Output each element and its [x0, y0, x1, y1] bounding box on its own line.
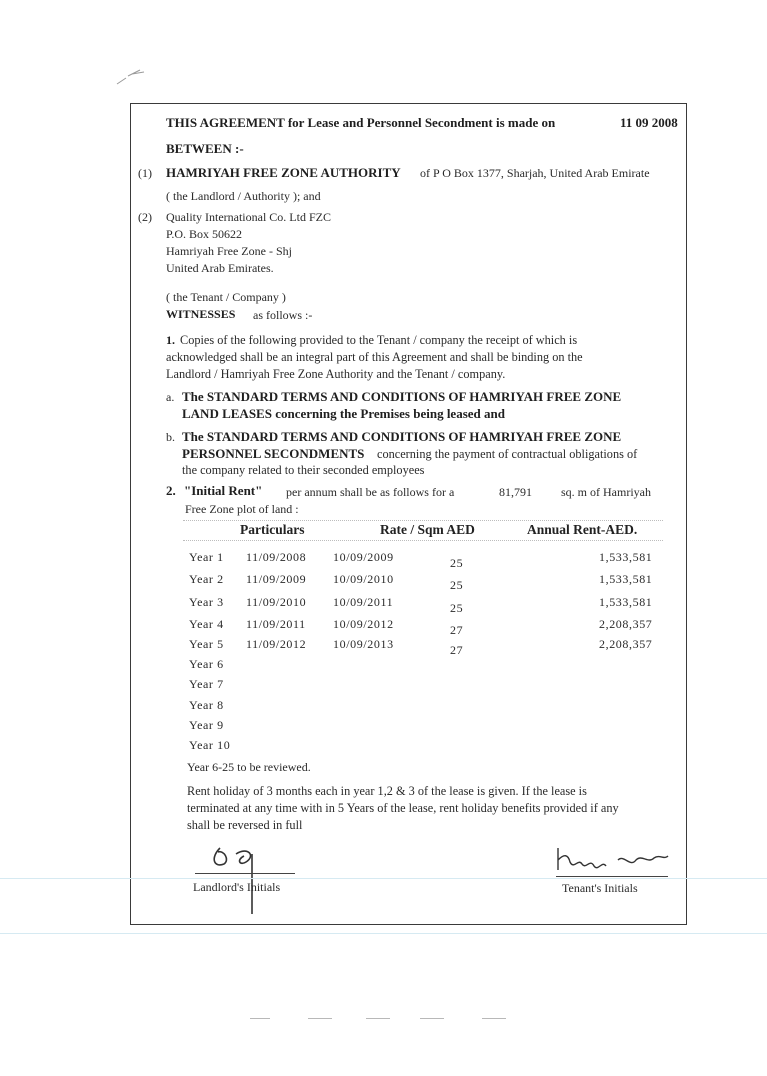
row-to-date: 10/09/2012 — [333, 617, 394, 631]
party-1-role: ( the Landlord / Authority ); and — [166, 189, 321, 203]
clause-1-line-1: Copies of the following provided to the Tenant / company the receipt of which is — [180, 333, 578, 347]
between-heading: BETWEEN :- — [166, 141, 244, 156]
row-year: Year 5 — [189, 637, 224, 651]
row-year: Year 8 — [189, 698, 224, 712]
clause-1-number: 1. — [166, 333, 175, 347]
row-to-date: 10/09/2010 — [333, 572, 394, 586]
row-year: Year 10 — [189, 738, 231, 752]
initial-rent-label: "Initial Rent" — [184, 483, 263, 498]
header-particulars: Particulars — [240, 522, 305, 537]
scan-dash — [366, 1018, 390, 1019]
scan-streak — [0, 933, 767, 934]
row-from-date: 11/09/2011 — [246, 617, 306, 631]
header-annual-rent: Annual Rent-AED. — [527, 522, 638, 537]
item-b-line-2-rest: concerning the payment of contractual obligations of — [377, 447, 638, 461]
holiday-line-3: shall be reversed in full — [187, 818, 303, 832]
landlord-signature-line — [195, 873, 295, 874]
table-top-rule — [183, 520, 663, 521]
scan-streak — [0, 878, 767, 879]
scan-dash — [250, 1018, 270, 1019]
party-2-line-2: P.O. Box 50622 — [166, 227, 243, 241]
row-annual-rent: 1,533,581 — [599, 572, 653, 586]
party-1-name: HAMRIYAH FREE ZONE AUTHORITY — [166, 165, 401, 180]
row-from-date: 11/09/2009 — [246, 572, 307, 586]
item-a-line-1: The STANDARD TERMS AND CONDITIONS OF HAMRIYAH FREE ZONE — [182, 389, 622, 404]
party-2-role: ( the Tenant / Company ) — [166, 290, 286, 304]
holiday-line-1: Rent holiday of 3 months each in year 1,2 & 3 of the lease is given. If the lease is — [187, 784, 587, 798]
row-to-date: 10/09/2011 — [333, 595, 394, 609]
party-1-number: (1) — [138, 166, 152, 180]
tenant-signature-line — [556, 876, 668, 877]
row-year: Year 1 — [189, 550, 224, 564]
row-year: Year 4 — [189, 617, 224, 631]
agreement-date: 11 09 2008 — [620, 115, 678, 130]
scan-mark — [112, 62, 152, 92]
row-from-date: 11/09/2012 — [246, 637, 307, 651]
item-b-line-1: The STANDARD TERMS AND CONDITIONS OF HAMRIYAH FREE ZONE — [182, 429, 622, 444]
plot-area-unit: sq. m of Hamriyah — [561, 485, 651, 499]
row-rate: 27 — [450, 623, 464, 637]
row-to-date: 10/09/2009 — [333, 550, 394, 564]
initial-rent-text: per annum shall be as follows for a — [286, 485, 455, 499]
item-b-line-3: the company related to their seconded employees — [182, 463, 425, 477]
plot-area: 81,791 — [499, 485, 532, 499]
landlord-initials-label: Landlord's Initials — [193, 880, 281, 894]
tenant-signature — [548, 840, 678, 880]
row-annual-rent: 1,533,581 — [599, 550, 653, 564]
party-2-number: (2) — [138, 210, 152, 224]
initial-rent-line-2: Free Zone plot of land : — [185, 502, 299, 516]
row-year: Year 9 — [189, 718, 224, 732]
scan-dash — [420, 1018, 444, 1019]
scan-dash — [482, 1018, 506, 1019]
party-1-address: of P O Box 1377, Sharjah, United Arab Emirate — [420, 166, 650, 180]
item-a-line-2: LAND LEASES concerning the Premises being leased and — [182, 406, 505, 421]
party-2-line-3: Hamriyah Free Zone - Shj — [166, 244, 292, 258]
row-year: Year 6 — [189, 657, 224, 671]
clause-2-number: 2. — [166, 483, 176, 498]
row-rate: 25 — [450, 601, 464, 615]
agreement-title: THIS AGREEMENT for Lease and Personnel Secondment is made on — [166, 115, 556, 130]
row-annual-rent: 2,208,357 — [599, 617, 653, 631]
row-to-date: 10/09/2013 — [333, 637, 394, 651]
row-year: Year 3 — [189, 595, 224, 609]
tenant-initials-label: Tenant's Initials — [562, 881, 638, 895]
table-header-rule — [183, 540, 663, 541]
item-b-label: b. — [166, 430, 175, 444]
row-year: Year 7 — [189, 677, 224, 691]
clause-1-line-3: Landlord / Hamriyah Free Zone Authority and the Tenant / company. — [166, 367, 506, 381]
witnesses-text: as follows :- — [253, 308, 313, 322]
witnesses-label: WITNESSES — [166, 307, 236, 321]
clause-1-line-2: acknowledged shall be an integral part of this Agreement and shall be binding on the — [166, 350, 583, 364]
row-from-date: 11/09/2008 — [246, 550, 307, 564]
row-rate: 25 — [450, 556, 464, 570]
header-rate: Rate / Sqm AED — [380, 522, 475, 537]
review-note: Year 6-25 to be reviewed. — [187, 760, 311, 774]
item-b-line-2-bold: PERSONNEL SECONDMENTS — [182, 446, 365, 461]
row-year: Year 2 — [189, 572, 224, 586]
row-annual-rent: 1,533,581 — [599, 595, 653, 609]
party-2-line-1: Quality International Co. Ltd FZC — [166, 210, 331, 224]
row-annual-rent: 2,208,357 — [599, 637, 653, 651]
row-from-date: 11/09/2010 — [246, 595, 307, 609]
scan-dash — [308, 1018, 332, 1019]
holiday-line-2: terminated at any time with in 5 Years of the lease, rent holiday benefits provided if any — [187, 801, 619, 815]
row-rate: 25 — [450, 578, 464, 592]
party-2-line-4: United Arab Emirates. — [166, 261, 274, 275]
item-a-label: a. — [166, 390, 175, 404]
row-rate: 27 — [450, 643, 464, 657]
